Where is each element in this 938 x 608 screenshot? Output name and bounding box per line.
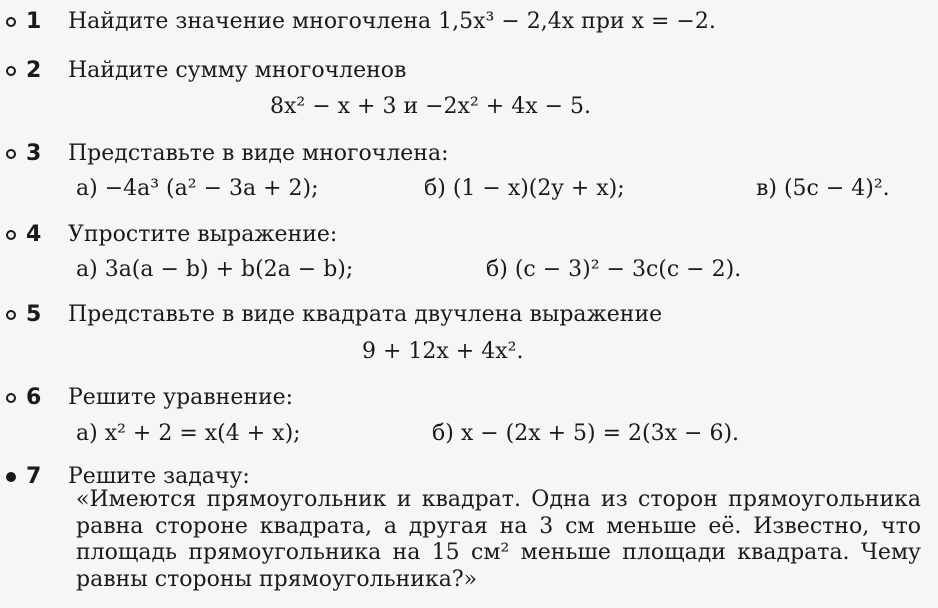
task-number: 5 [26, 302, 42, 327]
task-number: 3 [26, 141, 42, 166]
task-statement: Представьте в виде квадрата двучлена выражение [68, 302, 663, 327]
task-part-b: б) x − (2x + 5) = 2(3x − 6). [432, 421, 740, 446]
task-statement: Решите задачу: [68, 464, 250, 489]
task-part-b: б) (c − 3)² − 3c(c − 2). [486, 257, 742, 282]
task-statement: Решите уравнение: [68, 385, 294, 410]
open-circle-marker-icon [6, 393, 16, 403]
open-circle-marker-icon [6, 66, 16, 76]
task-part-a: а) 3a(a − b) + b(2a − b); [76, 257, 354, 282]
open-circle-marker-icon [6, 17, 16, 27]
task-number: 1 [26, 9, 42, 34]
task-number: 4 [26, 222, 42, 247]
task-statement: Найдите значение многочлена 1,5x³ − 2,4x при x = −2. [68, 9, 716, 34]
task-statement: Найдите сумму многочленов [68, 58, 407, 83]
task-number: 6 [26, 385, 42, 410]
task-formula: 9 + 12x + 4x². [362, 339, 524, 364]
task-statement: Упростите выражение: [68, 222, 338, 247]
filled-circle-marker-icon [6, 472, 16, 482]
task-part-b: б) (1 − x)(2y + x); [424, 176, 625, 201]
task-statement: Представьте в виде многочлена: [68, 141, 449, 166]
task-7-problem-text: «Имеются прямоугольник и квадрат. Одна из сторон прямоугольника равна стороне квадрата, а другая на 3 см меньше её. Известно, что площадь прямоугольника на 15 см² меньше площади квадрата. Чему равны стороны прямоугольника?» [76, 487, 921, 592]
open-circle-marker-icon [6, 230, 16, 240]
task-part-c: в) (5c − 4)². [756, 176, 890, 201]
task-number: 2 [26, 58, 42, 83]
open-circle-marker-icon [6, 149, 16, 159]
task-part-a: а) −4a³ (a² − 3a + 2); [76, 176, 319, 201]
open-circle-marker-icon [6, 310, 16, 320]
task-number: 7 [26, 464, 42, 489]
cropped-next-line [0, 598, 938, 608]
task-formula: 8x² − x + 3 и −2x² + 4x − 5. [270, 94, 592, 119]
task-part-a: а) x² + 2 = x(4 + x); [76, 421, 301, 446]
